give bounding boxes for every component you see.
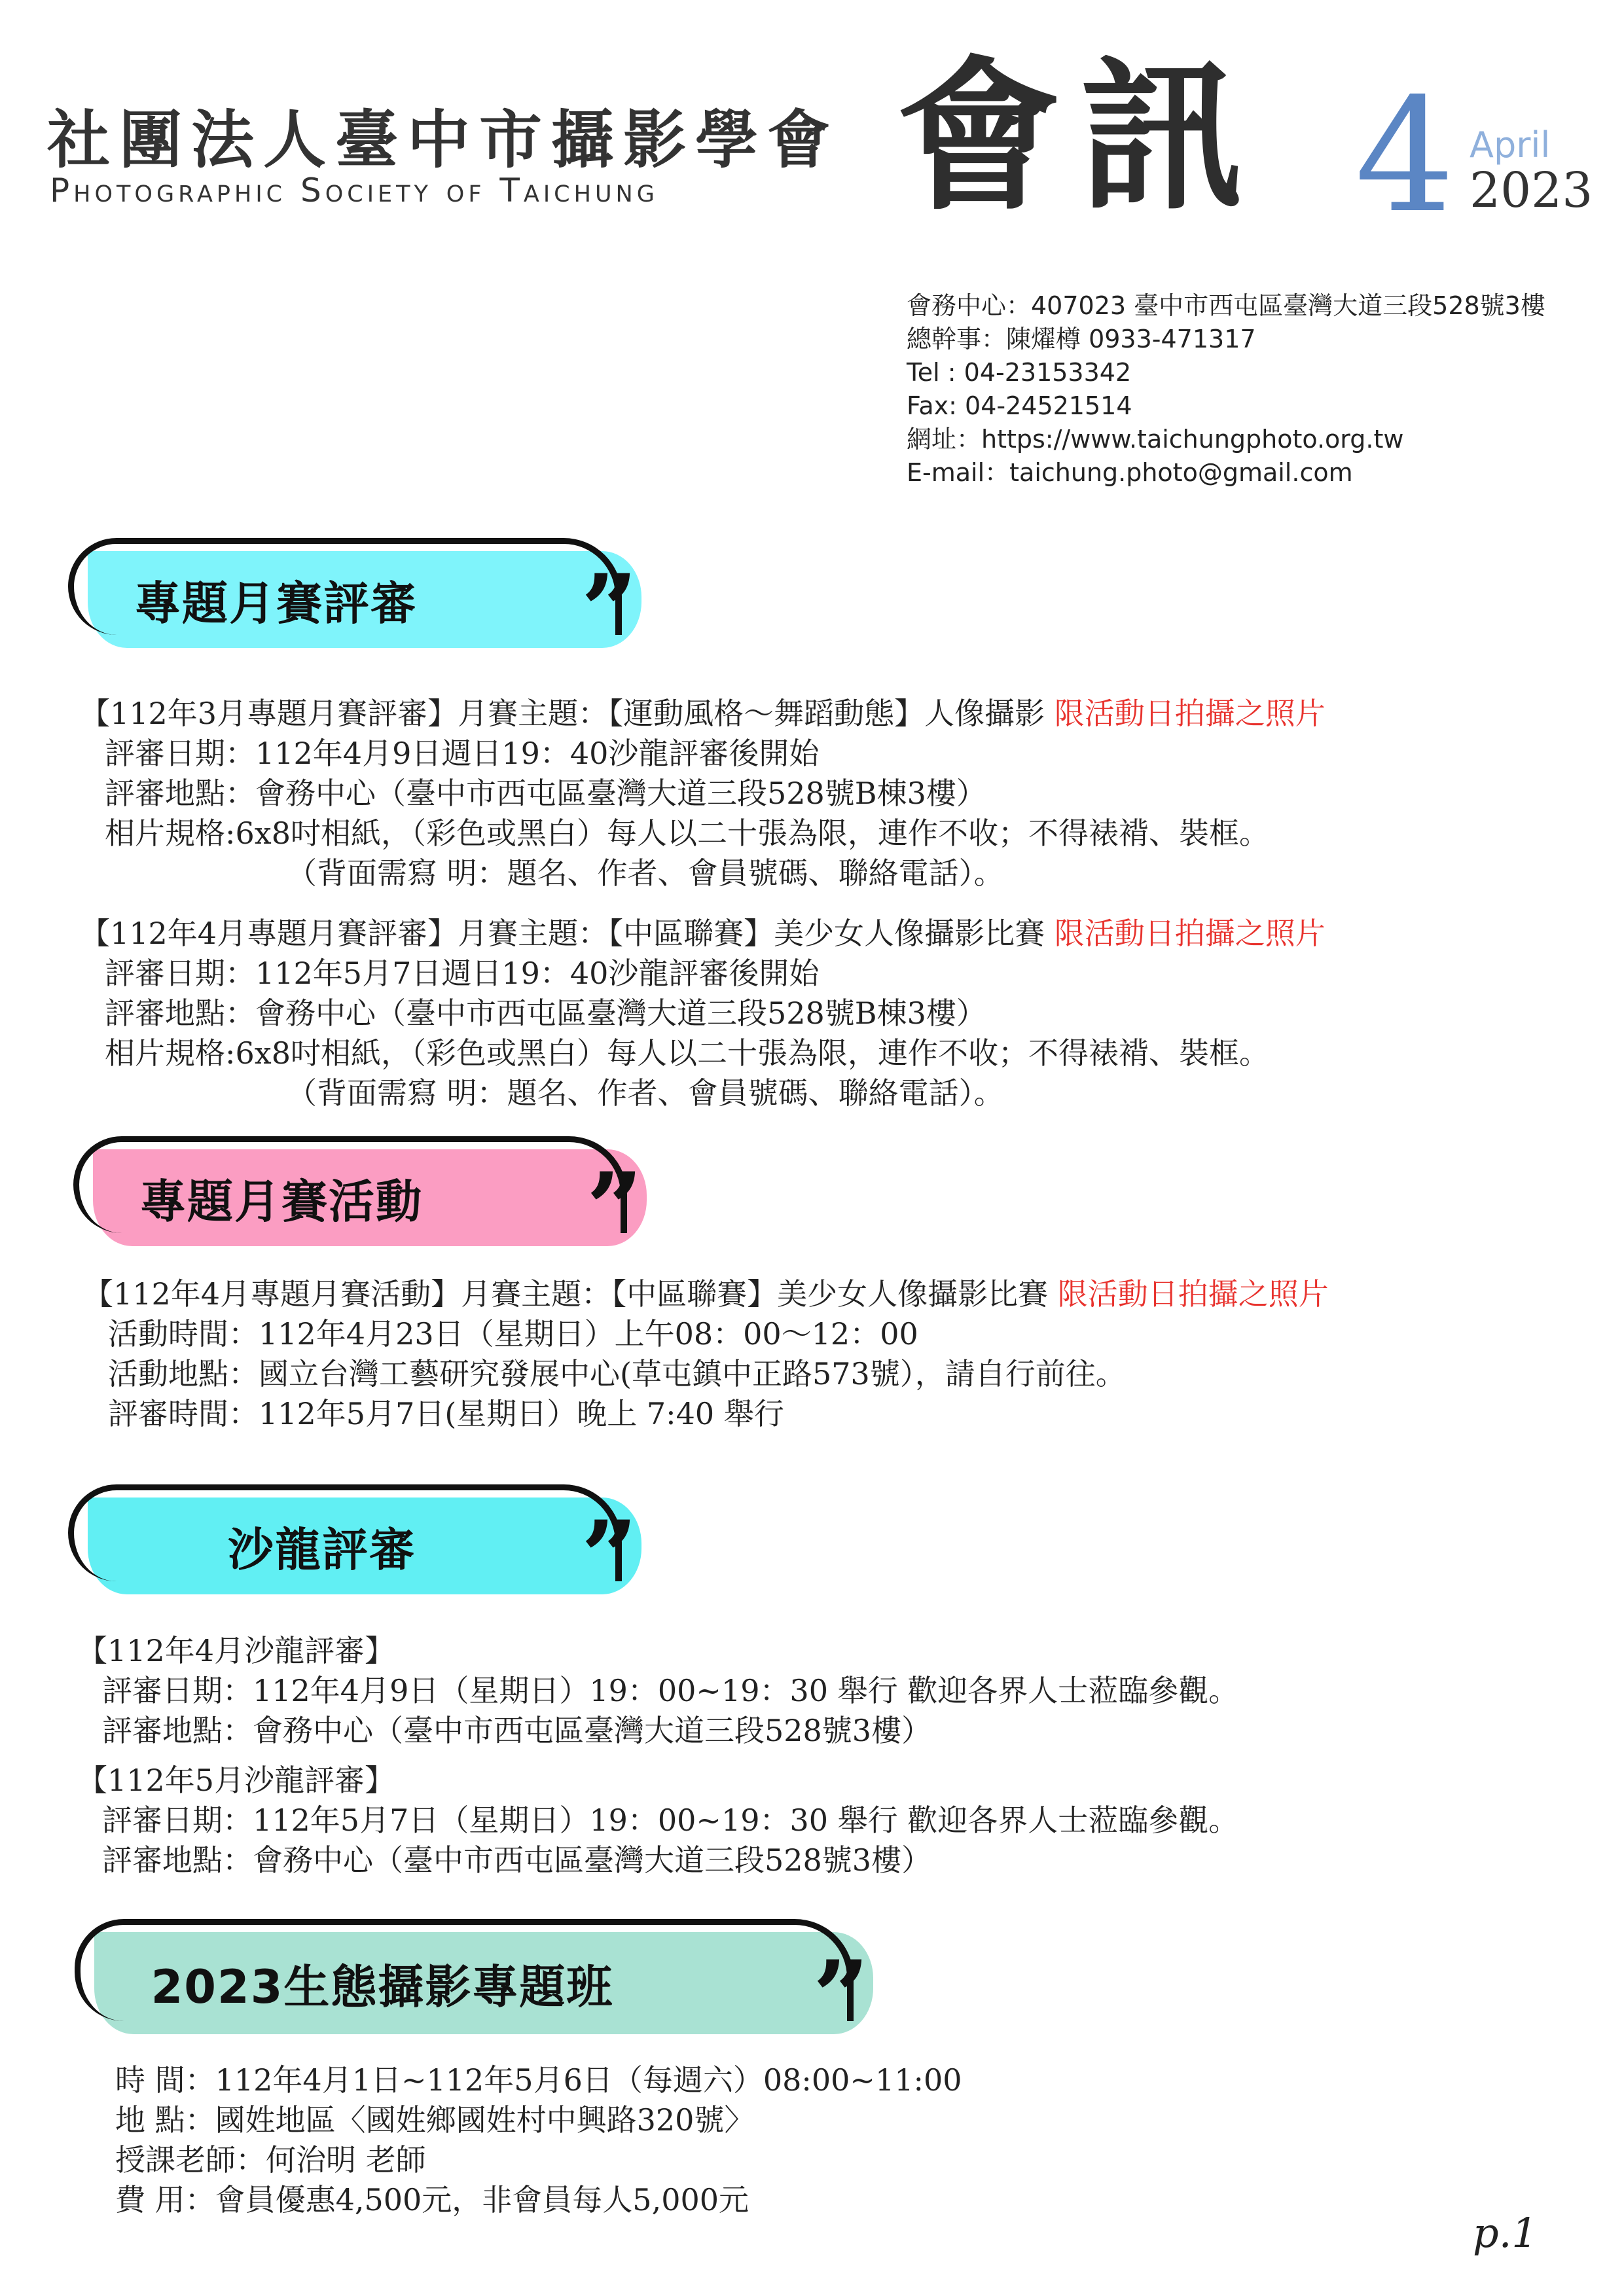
entry-heading: 【112年5月沙龍評審】 [77, 1763, 395, 1798]
section-banner-monthly-activity [73, 1136, 647, 1266]
class-time: 時 間：112年4月1日~112年5月6日（每週六）08:00~11:00 [115, 2062, 962, 2098]
eco-class-details [115, 2060, 962, 2220]
class-teacher: 授課老師：何治明 老師 [115, 2142, 426, 2178]
quote-mark-icon: ” [581, 553, 638, 668]
entry-line: 活動時間：112年4月23日（星期日）上午08：00～12：00 [108, 1316, 918, 1352]
section-banner-monthly-review [68, 538, 641, 668]
contact-fax: Fax: 04-24521514 [907, 391, 1132, 420]
entry-line: 評審日期：112年5月7日（星期日）19：00~19：30 舉行 歡迎各界人士蒞臨參觀。 [102, 1803, 1239, 1838]
entry-subnote: （背面需寫 明：題名、作者、會員號碼、聯絡電話）。 [287, 1075, 1004, 1111]
entry-line: 評審日期：112年4月9日週日19：40沙龍評審後開始 [105, 736, 820, 771]
quote-mark-icon: ” [812, 1939, 869, 2054]
section-title: 專題月賽評審 [135, 576, 418, 630]
newsletter-title: 會訊 [897, 42, 1263, 232]
contact-address: 會務中心：407023 臺中市西屯區臺灣大道三段528號3樓 [907, 291, 1545, 320]
section-title: 2023生態攝影專題班 [151, 1960, 614, 2014]
organization-name-chinese: 社團法人臺中市攝影學會 [47, 103, 839, 177]
entry-note: 限活動日拍攝之照片 [1057, 1276, 1329, 1312]
monthly-review-entry-1 [80, 694, 1326, 893]
entry-line: 評審日期：112年4月9日（星期日）19：00~19：30 舉行 歡迎各界人士蒞臨參觀。 [102, 1673, 1239, 1708]
quote-mark-icon: ” [581, 1499, 638, 1615]
contact-email[interactable]: E-mail：taichung.photo@gmail.com [907, 458, 1353, 487]
section-banner-eco-class [75, 1919, 873, 2054]
entry-line: 評審地點：會務中心（臺中市西屯區臺灣大道三段528號B棟3樓） [105, 996, 986, 1031]
entry-subnote: （背面需寫 明：題名、作者、會員號碼、聯絡電話）。 [287, 855, 1004, 891]
monthly-review-entry-2 [80, 914, 1326, 1113]
section-banner-salon-review [68, 1484, 641, 1615]
contact-tel: Tel : 04-23153342 [907, 358, 1132, 387]
entry-line: 評審時間：112年5月7日(星期日）晚上 7:40 舉行 [108, 1396, 784, 1431]
entry-line: 評審地點：會務中心（臺中市西屯區臺灣大道三段528號3樓） [102, 1842, 932, 1878]
section-title: 沙龍評審 [228, 1522, 416, 1577]
entry-heading: 【112年4月專題月賽活動】月賽主題：【中區聯賽】美少女人像攝影比賽 限活動日拍攝之照片 [83, 1276, 1329, 1312]
entry-line: 相片規格:6x8吋相紙，（彩色或黑白）每人以二十張為限，連作不收；不得裱褙、裝框。 [105, 1035, 1269, 1071]
issue-month-name: April [1470, 124, 1551, 166]
entry-line: 活動地點：國立台灣工藝研究發展中心(草屯鎮中正路573號），請自行前往。 [108, 1356, 1126, 1391]
issue-year: 2023 [1470, 162, 1593, 219]
salon-review-entry-1 [77, 1631, 1238, 1751]
issue-month-number: 4 [1355, 64, 1455, 247]
entry-note: 限活動日拍攝之照片 [1054, 696, 1326, 731]
entry-heading: 【112年4月沙龍評審】 [77, 1633, 395, 1668]
class-location: 地 點：國姓地區〈國姓鄉國姓村中興路320號〉 [115, 2102, 755, 2138]
entry-line: 相片規格:6x8吋相紙，（彩色或黑白）每人以二十張為限，連作不收；不得裱褙、裝框。 [105, 816, 1269, 851]
salon-review-entry-2 [77, 1761, 1238, 1880]
monthly-activity-entry [83, 1274, 1329, 1434]
entry-heading: 【112年4月專題月賽評審】月賽主題：【中區聯賽】美少女人像攝影比賽 限活動日拍攝之照片 [80, 916, 1326, 951]
entry-line: 評審日期：112年5月7日週日19：40沙龍評審後開始 [105, 956, 820, 991]
organization-name-english: Photographic Society of Taichung [50, 171, 659, 209]
entry-heading: 【112年3月專題月賽評審】月賽主題：【運動風格～舞蹈動態】人像攝影 限活動日拍攝之照片 [80, 696, 1326, 731]
entry-line: 評審地點：會務中心（臺中市西屯區臺灣大道三段528號B棟3樓） [105, 776, 986, 811]
class-fee: 費 用：會員優惠4,500元，非會員每人5,000元 [115, 2182, 749, 2217]
contact-secretary: 總幹事：陳燿樽 0933-471317 [907, 325, 1256, 353]
quote-mark-icon: ” [586, 1151, 643, 1266]
entry-line: 評審地點：會務中心（臺中市西屯區臺灣大道三段528號3樓） [102, 1713, 932, 1748]
contact-website[interactable]: 網址：https://www.taichungphoto.org.tw [907, 425, 1404, 454]
entry-note: 限活動日拍攝之照片 [1054, 916, 1326, 951]
contact-info [907, 289, 1545, 490]
section-title: 專題月賽活動 [140, 1174, 423, 1229]
page-number: p.1 [1473, 2209, 1538, 2257]
